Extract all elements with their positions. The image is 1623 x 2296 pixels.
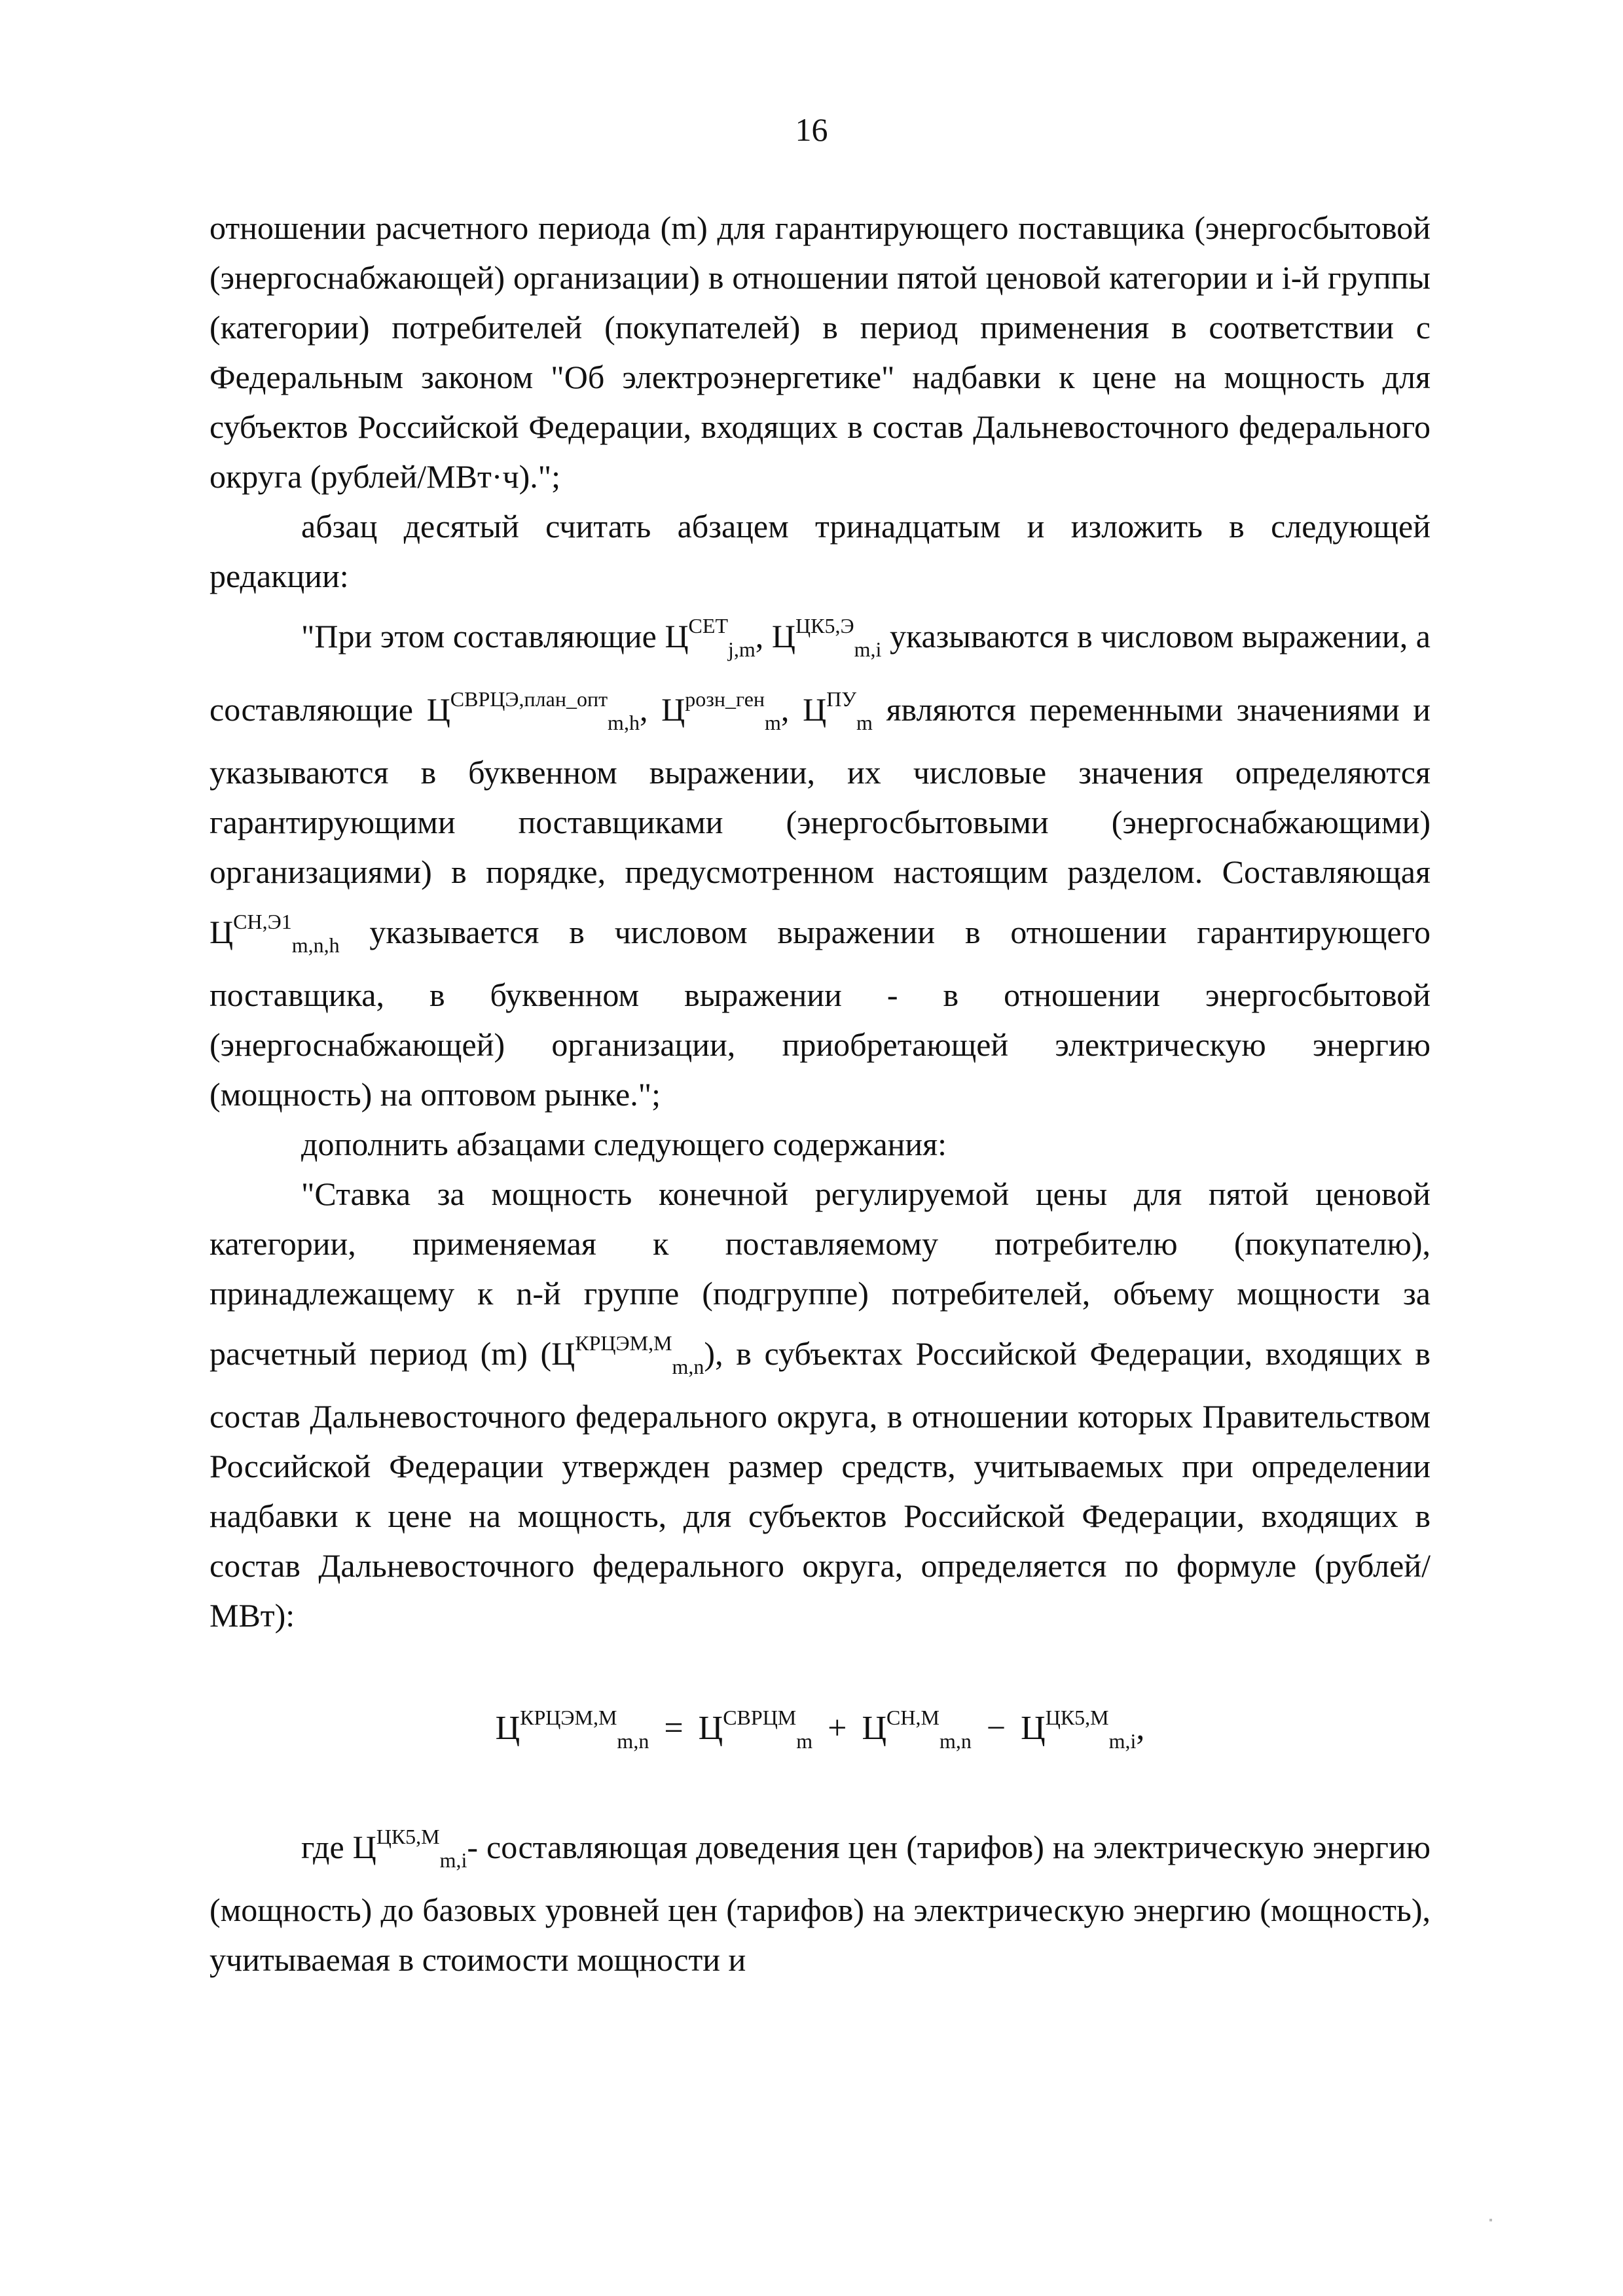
text-segment: являются переменными значениями и указываются в буквенном выражении, их числовые значения определяются гарантирующими поставщиками (энергосбытовыми (энергоснабжающими) организациями) в порядке, предусмотренном настоящим разделом. Составляющая: [210, 691, 1431, 890]
paragraph-components: "При этом составляющие $Ц^{СЕТ}_{j,m}$, $Ц^{ЦК5,Э}_{m,i}$ указываются в числовом выражении, а составляющие $Ц^{СВРЦЭ,план\_опт}_{m,h}$, $Ц^{розн\_ген}_m$, $Ц^{ПУ}_m$ являются переменными значениями и указываются в буквенном выражении, их числовые значения определяются гарантирующими поставщиками (энергосбытовыми (энергоснабжающими) организациями) в порядке, предусмотренном настоящим разделом. Составляющая $Ц^{СН,Э1}_{m,n,h}$ указывается в числовом выражении в отношении гарантирующего поставщика, в буквенном выражении - в отношении энергосбытовой (энергоснабжающей) организации, приобретающей электрическую энергию (мощность) на оптовом рынке.";: [210, 614, 1431, 1113]
text-segment: указываются в числовом выражении, а составляющие: [210, 618, 1431, 728]
equals-sign: =: [664, 1710, 684, 1747]
formula-term: $Ц^{СН,М}_{m,n}$: [862, 1706, 972, 1753]
formula-symbol: $Ц^{СЕТ}_{j,m}$: [665, 614, 756, 661]
paragraph-continuation: отношении расчетного периода (m) для гарантирующего поставщика (энергосбытовой (энергоснабжающей) организации) в отношении пятой ценовой категории и i-й группы (категории) потребителей (покупателей) в период применения в соответствии с Федеральным законом "Об электроэнергетике" надбавки к цене на мощность для субъектов Российской Федерации, входящих в состав Дальневосточного федерального округа (рублей/МВт·ч).";: [210, 209, 1431, 495]
formula-symbol: $Ц^{СВРЦЭ,план\_опт}_{m,h}$: [426, 687, 640, 734]
page-number: 16: [795, 111, 828, 148]
text-segment: ), в субъектах Российской Федерации, входящих в состав Дальневосточного федерального округа, в отношении которых Правительством Российской Федерации утвержден размер средств, учитываемых при определении надбавки к цене на мощность, для субъектов Российской Федерации, входящих в состав Дальневосточного федерального округа, определяется по формуле (рублей/МВт):: [210, 1335, 1431, 1634]
text-segment: - составляющая доведения цен (тарифов) на электрическую энергию (мощность) до базовых уровней цен (тарифов) на электрическую энергию (мощность), учитываемая в стоимости мощности и: [210, 1829, 1431, 1978]
document-body: [210, 203, 1431, 1984]
text-segment: указывается в числовом выражении в отношении гарантирующего поставщика, в буквенном выражении - в отношении энергосбытовой (энергоснабжающей) организации, приобретающей электрическую энергию (мощность) на оптовом рынке.";: [210, 914, 1431, 1113]
paragraph-where: [210, 1812, 1431, 1984]
text-segment: где: [301, 1829, 344, 1865]
formula-symbol: $Ц^{ЦК5,Э}_{m,i}$: [771, 614, 882, 661]
formula-symbol: $Ц^{розн\_ген}_m$: [661, 687, 781, 734]
formula-term: $Ц^{СВРЦМ}_m$: [698, 1706, 813, 1753]
plus-sign: +: [828, 1710, 847, 1747]
paragraph-rate-definition: [210, 1169, 1431, 1640]
formula-symbol: $Ц^{ЦК5,М}_{m,i}$: [352, 1825, 467, 1872]
text-segment: "При этом составляющие: [301, 618, 657, 655]
formula: $Ц^{КРЦЭМ,М}_{m,n} = Ц^{СВРЦМ}_m + Ц^{СН,М}_{m,n} - Ц^{ЦК5,М}_{m,i}$,: [495, 1706, 1145, 1753]
paragraph-add-instruction: дополнить абзацами следующего содержания:: [301, 1126, 947, 1162]
scan-artifact: [1489, 2219, 1492, 2221]
formula-symbol: $Ц^{ПУ}_m$: [803, 687, 873, 734]
paragraph-amendment-instruction: абзац десятый считать абзацем тринадцатым и изложить в следующей редакции:: [210, 508, 1431, 594]
formula-symbol: $Ц^{КРЦЭМ,М}_{m,n}$: [551, 1331, 704, 1378]
formula-term: $Ц^{ЦК5,М}_{m,i}$: [1021, 1706, 1137, 1753]
minus-sign: −: [986, 1710, 1006, 1747]
formula-lhs: $Ц^{КРЦЭМ,М}_{m,n}$: [495, 1706, 649, 1753]
formula-symbol: $Ц^{СН,Э1}_{m,n,h}$: [210, 910, 340, 957]
text-segment: "Ставка за мощность конечной регулируемой цены для пятой ценовой категории, применяемая к поставляемому потребителю (покупателю), принадлежащему к n-й группе (подгруппе) потребителей, объему мощности за расчетный период (m) (: [210, 1175, 1431, 1372]
